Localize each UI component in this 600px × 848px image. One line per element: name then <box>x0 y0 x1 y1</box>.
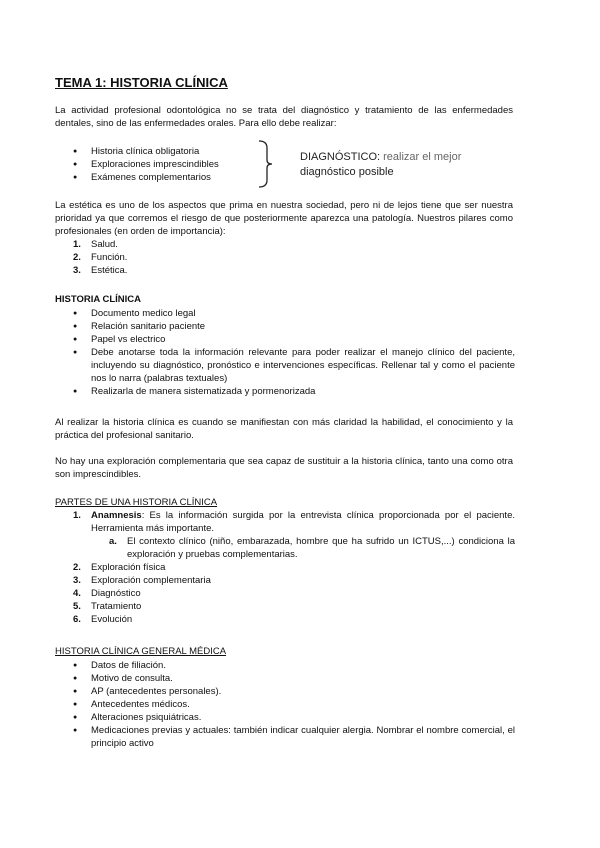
partes-heading: PARTES DE UNA HISTORIA CLÍNICA <box>55 497 218 508</box>
list-item: ● AP (antecedentes personales). <box>55 685 515 698</box>
list-item: ● Debe anotarse toda la información relevante para poder realizar el manejo clínico del paciente, incluyendo su diagnóstico, pronóstico e intervenciones específicas. Rellenar tal y como el paciente nos lo narra (palabras textuales) <box>55 346 515 385</box>
diagnostico-note <box>300 150 500 180</box>
list-item: ● Antecedentes médicos. <box>55 698 515 711</box>
list-item: ● Historia clínica obligatoria <box>55 145 515 158</box>
list-item <box>55 251 515 264</box>
diagnostico-line2: diagnóstico posible <box>300 166 394 178</box>
item-number: 5. <box>73 601 81 612</box>
anamnesis-text: : Es la información surgida por la entrevista clínica proporcionada por el paciente. Herramienta más importante. <box>91 510 515 534</box>
historia-heading: HISTORIA CLÍNICA <box>55 294 142 305</box>
item-number: 3. <box>73 575 81 586</box>
item-number: 6. <box>73 614 81 625</box>
list-item <box>55 587 515 600</box>
general-list <box>55 659 515 750</box>
list-item: ● Datos de filiación. <box>55 659 515 672</box>
item-text: Función. <box>91 252 128 263</box>
list-item <box>55 509 515 561</box>
list-item: ● Exploraciones imprescindibles <box>55 158 515 171</box>
historia-list <box>55 307 515 398</box>
item-text: Diagnóstico <box>91 588 141 599</box>
intro-paragraph: La actividad profesional odontológica no se trata del diagnóstico y tratamiento de las enfermedades dentales, sino de las enfermedades orales. Para ello debe realizar: <box>55 105 513 129</box>
item-number: 1. <box>73 239 81 250</box>
list-item <box>55 264 515 277</box>
partes-list <box>55 509 515 626</box>
list-item: ● Motivo de consulta. <box>55 672 515 685</box>
subitem-text: El contexto clínico (niño, embarazada, hombre que ha sufrido un ICTUS,...) condiciona la exploración y pruebas complementarias. <box>127 536 515 560</box>
subitem-letter: a. <box>109 536 117 547</box>
list-item: ● Documento medico legal <box>55 307 515 320</box>
diagnostico-lead: DIAGNÓSTICO: <box>300 151 381 163</box>
list-item: ● Papel vs electrico <box>55 333 515 346</box>
item-text: Estética. <box>91 265 128 276</box>
item-number: 4. <box>73 588 81 599</box>
estetica-paragraph: La estética es uno de los aspectos que prima en nuestra sociedad, pero ni de lejos tiene que ser nuestra prioridad ya que corremos el riesgo de que posteriormente aparezca una patología. Nuestros pilares como profesionales (en orden de importancia): <box>55 200 513 237</box>
anamnesis-subitem <box>91 535 515 561</box>
item-text: Salud. <box>91 239 118 250</box>
list-item: ● Exámenes complementarios <box>55 171 515 184</box>
list-item: ● Relación sanitario paciente <box>55 320 515 333</box>
anamnesis-label: Anamnesis <box>91 510 142 521</box>
pilares-list <box>55 238 515 277</box>
page-title: TEMA 1: HISTORIA CLÍNICA <box>55 75 228 90</box>
diagnostico-rest: realizar el mejor <box>380 151 462 163</box>
item-number: 3. <box>73 265 81 276</box>
item-number: 2. <box>73 252 81 263</box>
list-item: ● Medicaciones previas y actuales: también indicar cualquier alergia. Nombrar el nombre comercial, el principio activo <box>55 724 515 750</box>
list-item: ● Alteraciones psiquiátricas. <box>55 711 515 724</box>
list-item <box>55 600 515 613</box>
exploracion-paragraph: No hay una exploración complementaria que sea capaz de sustituir a la historia clínica, tanto una como otra son imprescindibles. <box>55 456 513 480</box>
claridad-paragraph: Al realizar la historia clínica es cuando se manifiestan con más claridad la habilidad, el conocimiento y la práctica del profesional sanitario. <box>55 417 513 441</box>
item-text: Tratamiento <box>91 601 142 612</box>
list-item <box>55 613 515 626</box>
item-number: 2. <box>73 562 81 573</box>
list-item <box>55 561 515 574</box>
right-brace-icon <box>257 140 273 188</box>
item-text: Exploración complementaria <box>91 575 211 586</box>
item-text: Exploración física <box>91 562 166 573</box>
list-item <box>55 238 515 251</box>
item-number: 1. <box>73 510 81 521</box>
list-item: ● Realizarla de manera sistematizada y pormenorizada <box>55 385 515 398</box>
list-item <box>55 574 515 587</box>
item-text: Evolución <box>91 614 133 625</box>
general-heading: HISTORIA CLÍNICA GENERAL MÉDICA <box>55 646 227 657</box>
